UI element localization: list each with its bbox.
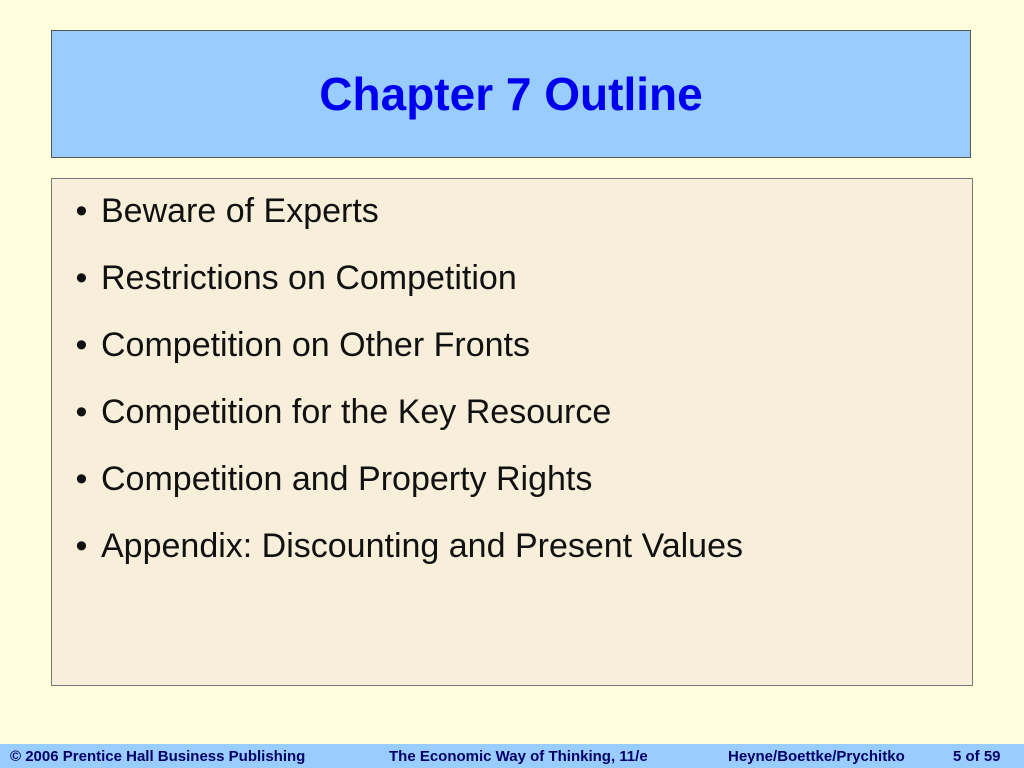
bullet-text: Competition for the Key Resource [101, 393, 612, 431]
bullet-icon: • [75, 326, 88, 364]
bullet-icon: • [75, 393, 88, 431]
bullet-text: Restrictions on Competition [101, 259, 517, 297]
footer-authors: Heyne/Boettke/Prychitko [728, 747, 905, 765]
bullet-icon: • [75, 527, 88, 565]
content-box [51, 178, 973, 686]
bullet-icon: • [75, 259, 88, 297]
bullet-text: Competition on Other Fronts [101, 326, 530, 364]
footer-page-number: 5 of 59 [953, 747, 1001, 765]
list-item [62, 394, 743, 430]
slide-title: Chapter 7 Outline [319, 68, 703, 120]
bullet-list [62, 193, 743, 595]
bullet-text: Beware of Experts [101, 192, 379, 230]
footer-bar [0, 744, 1024, 768]
list-item [62, 193, 743, 229]
list-item [62, 260, 743, 296]
footer-copyright: © 2006 Prentice Hall Business Publishing [10, 747, 306, 765]
bullet-text: Competition and Property Rights [101, 460, 593, 498]
bullet-icon: • [75, 192, 88, 230]
list-item [62, 327, 743, 363]
bullet-text: Appendix: Discounting and Present Values [101, 527, 743, 565]
bullet-icon: • [75, 460, 88, 498]
list-item [62, 461, 743, 497]
title-box [51, 30, 971, 158]
list-item [62, 528, 743, 564]
footer-book-title: The Economic Way of Thinking, 11/e [389, 747, 648, 765]
